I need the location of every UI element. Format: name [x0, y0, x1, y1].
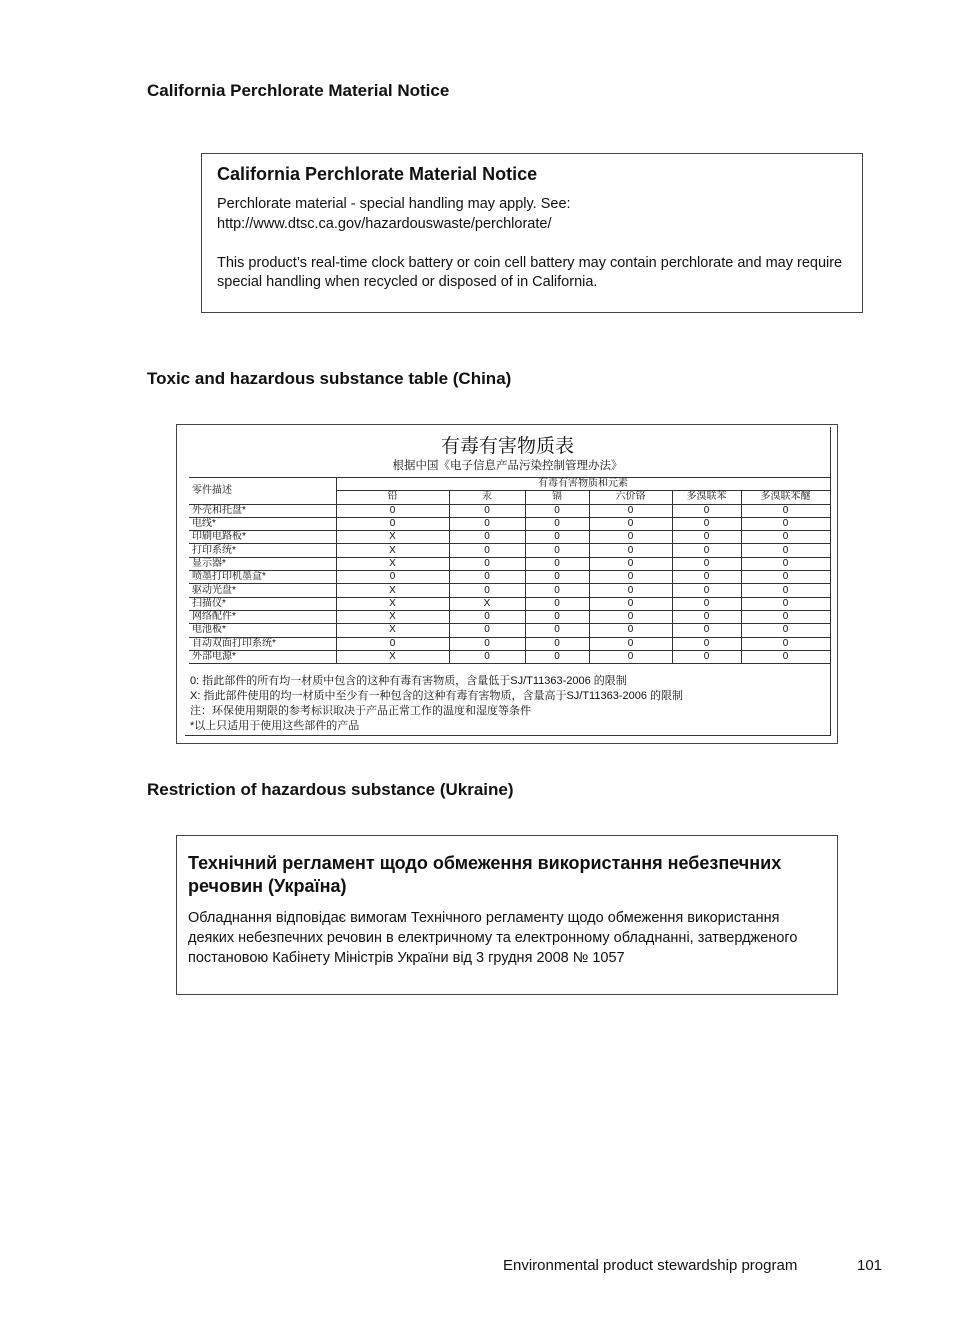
- substance-value-cell: 0: [449, 544, 525, 557]
- hazardous-substance-table: [189, 477, 831, 664]
- china-table-title: 有毒有害物质表: [440, 436, 574, 457]
- part-name-cell: 外壳和托盘*: [189, 504, 336, 517]
- substance-value-cell: 0: [525, 571, 589, 584]
- substance-value-cell: 0: [741, 637, 830, 650]
- footer-section-title: Environmental product stewardship program: [503, 1257, 798, 1274]
- part-name-cell: 网络配件*: [189, 610, 336, 623]
- substance-value-cell: 0: [672, 557, 741, 570]
- table-row: [189, 624, 830, 637]
- substance-value-cell: 0: [449, 650, 525, 663]
- substance-value-cell: 0: [336, 571, 449, 584]
- substance-value-cell: 0: [525, 637, 589, 650]
- table-note-line: 注：环保使用期限的参考标识取决于产品正常工作的温度和湿度等条件: [190, 705, 531, 717]
- substance-value-cell: 0: [741, 650, 830, 663]
- substance-value-cell: X: [336, 597, 449, 610]
- substance-value-cell: X: [336, 557, 449, 570]
- substance-value-cell: 0: [449, 517, 525, 530]
- substance-column-header: 铅: [336, 491, 449, 504]
- part-name-cell: 喷墨打印机墨盒*: [189, 571, 336, 584]
- substance-value-cell: 0: [449, 571, 525, 584]
- substance-value-cell: X: [336, 544, 449, 557]
- substance-value-cell: 0: [741, 517, 830, 530]
- substance-value-cell: 0: [336, 637, 449, 650]
- substance-value-cell: 0: [589, 637, 672, 650]
- substance-column-header: 多溴联苯: [672, 491, 741, 504]
- table-note-line: 0: 指此部件的所有均一材质中包含的这种有毒有害物质，含量低于SJ/T11363-2006 的限制: [190, 675, 627, 687]
- table-row: [189, 531, 830, 544]
- table-row: [189, 571, 830, 584]
- substance-value-cell: 0: [741, 557, 830, 570]
- substance-value-cell: X: [336, 650, 449, 663]
- table-note-line: X: 指此部件使用的均一材质中至少有一种包含的这种有毒有害物质，含量高于SJ/T11363-2006 的限制: [190, 690, 684, 702]
- substance-value-cell: 0: [589, 584, 672, 597]
- california-box-title: California Perchlorate Material Notice: [217, 164, 538, 184]
- table-row: [189, 504, 830, 517]
- substance-value-cell: 0: [589, 571, 672, 584]
- substance-value-cell: X: [336, 610, 449, 623]
- substance-value-cell: 0: [741, 571, 830, 584]
- part-name-cell: 印刷电路板*: [189, 531, 336, 544]
- table-row: [189, 610, 830, 623]
- substance-value-cell: 0: [449, 504, 525, 517]
- substance-value-cell: 0: [589, 610, 672, 623]
- substance-value-cell: 0: [589, 557, 672, 570]
- table-row: [189, 637, 830, 650]
- substance-value-cell: 0: [741, 610, 830, 623]
- substance-value-cell: 0: [449, 624, 525, 637]
- substance-value-cell: 0: [525, 531, 589, 544]
- substance-value-cell: 0: [525, 557, 589, 570]
- california-section-heading: California Perchlorate Material Notice: [147, 81, 450, 100]
- part-name-cell: 显示器*: [189, 557, 336, 570]
- substance-value-cell: 0: [672, 624, 741, 637]
- substance-value-cell: 0: [449, 637, 525, 650]
- substance-column-header: 汞: [449, 491, 525, 504]
- ukraine-box-body: Обладнання відповідає вимогам Технічного регламенту щодо обмеження використання деяких небезпечних речовин в електричному та електронному обладнанні, затвердженого постановою Кабінету Міністрів України від 3 грудня 2008 № 1057: [188, 910, 798, 966]
- substance-value-cell: 0: [525, 517, 589, 530]
- substance-value-cell: 0: [589, 517, 672, 530]
- china-section-heading: Toxic and hazardous substance table (China): [147, 369, 512, 388]
- table-row: [189, 597, 830, 610]
- substance-value-cell: X: [336, 584, 449, 597]
- part-name-cell: 扫描仪*: [189, 597, 336, 610]
- substance-value-cell: 0: [672, 571, 741, 584]
- substance-value-cell: 0: [741, 504, 830, 517]
- substance-value-cell: X: [449, 597, 525, 610]
- substance-value-cell: 0: [672, 504, 741, 517]
- substance-column-header: 多溴联苯醚: [741, 491, 830, 504]
- california-box-paragraph-1: [217, 195, 847, 234]
- part-name-cell: 自动双面打印系统*: [189, 637, 336, 650]
- california-box-paragraph-2: This product’s real-time clock battery or coin cell battery may contain perchlorate and may require special handling when recycled or disposed of in California.: [217, 254, 843, 290]
- substance-value-cell: 0: [741, 584, 830, 597]
- part-name-cell: 驱动光盘*: [189, 584, 336, 597]
- substance-value-cell: 0: [741, 624, 830, 637]
- substance-value-cell: 0: [589, 597, 672, 610]
- part-name-cell: 电池板*: [189, 624, 336, 637]
- substance-group-header: 有毒有害物质和元素: [336, 478, 830, 491]
- table-header-row-1: [189, 478, 830, 491]
- substance-value-cell: 0: [672, 650, 741, 663]
- substance-value-cell: 0: [672, 597, 741, 610]
- substance-value-cell: 0: [449, 531, 525, 544]
- substance-value-cell: 0: [672, 584, 741, 597]
- substance-value-cell: 0: [672, 531, 741, 544]
- table-row: [189, 650, 830, 663]
- page-number: 101: [857, 1257, 883, 1274]
- substance-column-header: 六价铬: [589, 491, 672, 504]
- california-box-line-1: Perchlorate material - special handling may apply. See:: [217, 196, 571, 212]
- substance-value-cell: 0: [672, 610, 741, 623]
- table-row: [189, 557, 830, 570]
- substance-value-cell: 0: [449, 610, 525, 623]
- substance-value-cell: 0: [672, 517, 741, 530]
- table-note-line: *以上只适用于使用这些部件的产品: [190, 720, 360, 732]
- substance-value-cell: 0: [336, 504, 449, 517]
- substance-value-cell: 0: [525, 624, 589, 637]
- china-table-notes: [190, 674, 683, 734]
- table-row: [189, 517, 830, 530]
- part-name-cell: 外部电源*: [189, 650, 336, 663]
- california-notice-box: [201, 153, 863, 313]
- substance-value-cell: 0: [525, 504, 589, 517]
- substance-value-cell: 0: [741, 531, 830, 544]
- substance-value-cell: 0: [741, 544, 830, 557]
- substance-value-cell: 0: [449, 557, 525, 570]
- china-table-box: [176, 424, 838, 744]
- substance-value-cell: 0: [672, 637, 741, 650]
- substance-column-header: 镉: [525, 491, 589, 504]
- table-row: [189, 544, 830, 557]
- china-table-panel: [185, 427, 831, 736]
- ukraine-notice-box: [176, 835, 838, 995]
- table-row: [189, 584, 830, 597]
- substance-value-cell: X: [336, 531, 449, 544]
- substance-value-cell: 0: [589, 531, 672, 544]
- part-name-cell: 电线*: [189, 517, 336, 530]
- substance-value-cell: 0: [589, 624, 672, 637]
- substance-value-cell: 0: [336, 517, 449, 530]
- substance-value-cell: 0: [525, 544, 589, 557]
- substance-value-cell: 0: [589, 504, 672, 517]
- substance-value-cell: 0: [741, 597, 830, 610]
- substance-value-cell: 0: [589, 544, 672, 557]
- california-box-url: http://www.dtsc.ca.gov/hazardouswaste/perchlorate/: [217, 215, 552, 232]
- ukraine-section-heading: Restriction of hazardous substance (Ukraine): [147, 780, 514, 799]
- china-table-subtitle: 根据中国《电子信息产品污染控制管理办法》: [392, 460, 623, 472]
- ukraine-box-title: Технічний регламент щодо обмеження використання небезпечних речовин (Україна): [188, 853, 782, 896]
- substance-value-cell: 0: [525, 584, 589, 597]
- part-name-cell: 打印系统*: [189, 544, 336, 557]
- substance-value-cell: 0: [672, 544, 741, 557]
- substance-value-cell: 0: [449, 584, 525, 597]
- substance-value-cell: 0: [589, 650, 672, 663]
- substance-value-cell: X: [336, 624, 449, 637]
- substance-value-cell: 0: [525, 650, 589, 663]
- substance-value-cell: 0: [525, 610, 589, 623]
- substance-value-cell: 0: [525, 597, 589, 610]
- part-header-cell: 零件描述: [189, 478, 336, 505]
